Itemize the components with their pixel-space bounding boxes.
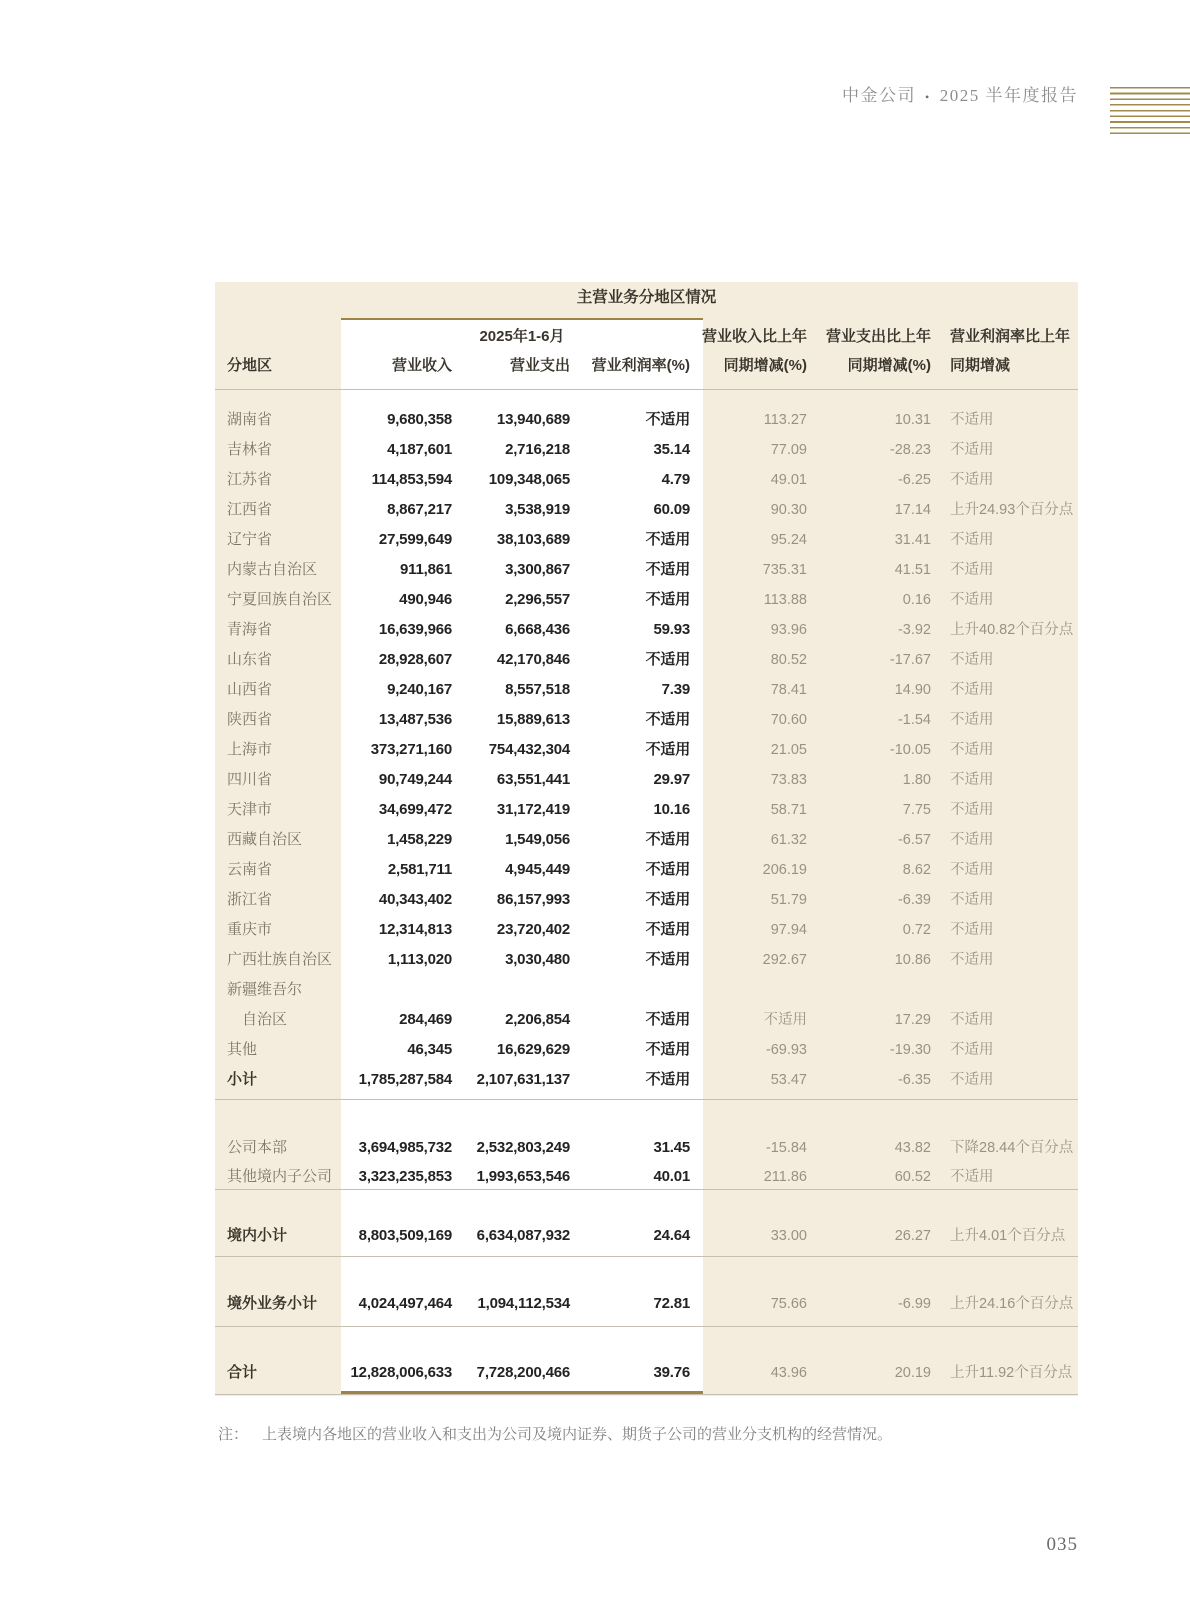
region-label: 其他境内子公司 — [227, 1168, 333, 1185]
table-bottom-rule — [215, 1394, 1078, 1395]
region-label: 青海省 — [227, 621, 273, 638]
region-column-header: 分地区 — [227, 357, 273, 374]
expense-change-value: -1.54 — [897, 712, 931, 728]
margin-change-value: 不适用 — [950, 802, 994, 818]
revenue-value: 40,343,402 — [378, 891, 452, 908]
revenue-value: 27,599,649 — [378, 531, 452, 548]
revenue-change-value: -69.93 — [765, 1042, 807, 1058]
expense-change-value: 41.51 — [894, 562, 931, 578]
revenue-change-value: 43.96 — [770, 1365, 807, 1381]
revenue-change-value: 97.94 — [770, 922, 807, 938]
margin-change-value: 不适用 — [950, 472, 994, 488]
margin-value: 不适用 — [645, 1071, 690, 1088]
margin-change-value: 不适用 — [950, 862, 994, 878]
revenue-value: 911,861 — [400, 561, 452, 578]
revenue-value: 12,314,813 — [378, 921, 452, 938]
region-label-line2: 自治区 — [242, 1011, 288, 1028]
revenue-value: 12,828,006,633 — [350, 1364, 452, 1381]
margin-value: 39.76 — [653, 1364, 690, 1381]
region-label: 天津市 — [227, 801, 273, 818]
expense-value: 42,170,846 — [496, 651, 570, 668]
period-header: 2025年1-6月 — [479, 328, 565, 345]
expense-value: 6,634,087,932 — [476, 1227, 570, 1244]
revenue-change-value: 80.52 — [770, 652, 807, 668]
expense-change-value: 20.19 — [894, 1365, 931, 1381]
report-title: 2025 半年度报告 — [939, 86, 1078, 105]
expense-value: 13,940,689 — [496, 411, 570, 428]
expense-change-value: 1.80 — [902, 772, 931, 788]
expense-change-value: 14.90 — [894, 682, 931, 698]
region-label: 重庆市 — [227, 921, 273, 938]
expense-value: 1,549,056 — [505, 831, 570, 848]
company-name: 中金公司 — [842, 86, 917, 105]
revenue-change-value: 33.00 — [770, 1228, 807, 1244]
expense-change-value: 60.52 — [894, 1169, 931, 1185]
margin-change-value: 不适用 — [950, 1012, 994, 1028]
expense-value: 2,206,854 — [505, 1011, 570, 1028]
expense-value: 3,300,867 — [505, 561, 570, 578]
margin-value: 不适用 — [645, 531, 690, 548]
revenue-value: 9,240,167 — [387, 681, 452, 698]
margin-change-value: 上升4.01个百分点 — [950, 1228, 1066, 1244]
region-label: 境外业务小计 — [227, 1295, 318, 1312]
margin-change-value: 不适用 — [950, 412, 994, 428]
revenue-change-value: 21.05 — [770, 742, 807, 758]
revenue-change-value: 113.27 — [763, 412, 807, 428]
revenue-value: 46,345 — [407, 1041, 452, 1058]
revenue-value: 8,867,217 — [387, 501, 452, 518]
expense-value: 2,107,631,137 — [476, 1071, 570, 1088]
table-footnote — [218, 1424, 892, 1446]
margin-value: 不适用 — [645, 591, 690, 608]
margin-change-value: 不适用 — [950, 892, 994, 908]
revenue-change-header-line1: 营业收入比上年 — [701, 328, 807, 345]
expense-change-value: 31.41 — [894, 532, 931, 548]
region-label: 湖南省 — [227, 411, 273, 428]
revenue-value: 16,639,966 — [378, 621, 452, 638]
revenue-change-value: -15.84 — [765, 1140, 807, 1156]
page-number: 035 — [1046, 1534, 1078, 1555]
expense-value: 31,172,419 — [496, 801, 570, 818]
margin-change-value: 不适用 — [950, 1169, 994, 1185]
region-label: 山东省 — [227, 651, 273, 668]
margin-value: 不适用 — [645, 741, 690, 758]
revenue-value: 3,694,985,732 — [358, 1139, 452, 1156]
margin-change-value: 不适用 — [950, 652, 994, 668]
margin-change-value: 不适用 — [950, 562, 994, 578]
expense-change-value: -28.23 — [889, 442, 931, 458]
expense-change-header-line2: 同期增减(%) — [847, 357, 931, 374]
margin-value: 7.39 — [661, 681, 690, 698]
expense-change-value: 8.62 — [902, 862, 931, 878]
revenue-change-value: 90.30 — [770, 502, 807, 518]
revenue-change-value: 70.60 — [770, 712, 807, 728]
region-label: 宁夏回族自治区 — [227, 591, 333, 608]
margin-change-value: 不适用 — [950, 712, 994, 728]
region-label: 浙江省 — [227, 891, 273, 908]
margin-value: 不适用 — [645, 411, 690, 428]
revenue-change-header-line2: 同期增减(%) — [723, 357, 807, 374]
expense-value: 15,889,613 — [496, 711, 570, 728]
expense-value: 109,348,065 — [488, 471, 570, 488]
expense-value: 4,945,449 — [505, 861, 570, 878]
margin-change-value: 下降28.44个百分点 — [950, 1140, 1074, 1156]
margin-value: 不适用 — [645, 651, 690, 668]
expense-value: 1,993,653,546 — [476, 1168, 570, 1185]
region-label: 境内小计 — [227, 1227, 288, 1244]
margin-value: 不适用 — [645, 891, 690, 908]
revenue-change-value: 58.71 — [770, 802, 807, 818]
revenue-change-value: 113.88 — [763, 592, 807, 608]
margin-value: 24.64 — [653, 1227, 690, 1244]
revenue-column-header: 营业收入 — [391, 357, 452, 374]
expense-change-value: -19.30 — [889, 1042, 931, 1058]
margin-change-value: 上升40.82个百分点 — [950, 622, 1074, 638]
section-rule-after-subsidiaries — [215, 1189, 1078, 1190]
margin-value: 31.45 — [653, 1139, 690, 1156]
region-label: 新疆维吾尔 — [227, 981, 303, 998]
margin-change-value: 不适用 — [950, 592, 994, 608]
expense-value: 2,532,803,249 — [476, 1139, 570, 1156]
region-label: 合计 — [227, 1364, 258, 1381]
page-header — [842, 84, 1078, 108]
margin-change-value: 上升24.16个百分点 — [950, 1296, 1074, 1312]
expense-change-value: 43.82 — [894, 1140, 931, 1156]
margin-change-value: 上升11.92个百分点 — [950, 1365, 1073, 1381]
margin-value: 不适用 — [645, 861, 690, 878]
revenue-value: 2,581,711 — [387, 861, 452, 878]
revenue-change-value: 73.83 — [770, 772, 807, 788]
expense-change-value: 10.86 — [894, 952, 931, 968]
region-business-table — [215, 282, 1078, 1396]
expense-value: 7,728,200,466 — [476, 1364, 570, 1381]
region-label: 云南省 — [227, 861, 273, 878]
region-label: 西藏自治区 — [227, 831, 303, 848]
revenue-value: 90,749,244 — [378, 771, 452, 788]
revenue-change-value: 95.24 — [770, 532, 807, 548]
margin-change-value: 不适用 — [950, 742, 994, 758]
footnote-label: 注： — [218, 1426, 249, 1443]
expense-value: 2,296,557 — [505, 591, 570, 608]
margin-change-value: 不适用 — [950, 532, 994, 548]
section-rule-after-overseas-subtotal — [215, 1326, 1078, 1327]
margin-change-value: 不适用 — [950, 1072, 994, 1088]
expense-value: 16,629,629 — [496, 1041, 570, 1058]
revenue-value: 8,803,509,169 — [358, 1227, 452, 1244]
region-label: 山西省 — [227, 681, 273, 698]
region-label: 广西壮族自治区 — [227, 951, 333, 968]
revenue-value: 4,024,497,464 — [358, 1295, 452, 1312]
revenue-value: 490,946 — [399, 591, 452, 608]
margin-value: 10.16 — [653, 801, 690, 818]
region-label: 小计 — [227, 1071, 258, 1088]
region-label: 公司本部 — [227, 1139, 288, 1156]
separator-dot-icon: • — [925, 90, 931, 104]
revenue-change-value: 292.67 — [762, 952, 807, 968]
revenue-value: 13,487,536 — [378, 711, 452, 728]
expense-change-value: -10.05 — [889, 742, 931, 758]
revenue-change-value: 211.86 — [763, 1169, 807, 1185]
expense-value: 754,432,304 — [488, 741, 570, 758]
region-label: 其他 — [227, 1041, 258, 1058]
margin-change-value: 不适用 — [950, 1042, 994, 1058]
expense-value: 3,030,480 — [505, 951, 570, 968]
margin-value: 35.14 — [653, 441, 690, 458]
expense-change-value: -6.25 — [897, 472, 931, 488]
revenue-value: 3,323,235,853 — [358, 1168, 452, 1185]
revenue-change-value: 61.32 — [770, 832, 807, 848]
margin-change-value: 上升24.93个百分点 — [950, 502, 1074, 518]
revenue-change-value: 75.66 — [770, 1296, 807, 1312]
region-label: 辽宁省 — [227, 531, 273, 548]
expense-value: 2,716,218 — [505, 441, 570, 458]
expense-change-value: 26.27 — [894, 1228, 931, 1244]
expense-change-value: -6.57 — [897, 832, 931, 848]
table-body — [215, 282, 1078, 1396]
revenue-change-value: 206.19 — [762, 862, 807, 878]
expense-value: 8,557,518 — [505, 681, 570, 698]
margin-value: 不适用 — [645, 561, 690, 578]
margin-change-value: 不适用 — [950, 772, 994, 788]
margin-value: 不适用 — [645, 1011, 690, 1028]
margin-value: 40.01 — [653, 1168, 690, 1185]
expense-change-value: 17.29 — [894, 1012, 931, 1028]
section-rule-after-subtotal — [215, 1099, 1078, 1100]
margin-value: 59.93 — [653, 621, 690, 638]
revenue-value: 4,187,601 — [387, 441, 452, 458]
expense-change-value: 17.14 — [894, 502, 931, 518]
margin-change-value: 不适用 — [950, 922, 994, 938]
expense-value: 63,551,441 — [496, 771, 570, 788]
margin-change-header-line1: 营业利润率比上年 — [950, 328, 1071, 345]
expense-value: 1,094,112,534 — [477, 1295, 570, 1312]
expense-change-value: -17.67 — [889, 652, 931, 668]
margin-value: 不适用 — [645, 831, 690, 848]
margin-change-header-line2: 同期增减 — [950, 357, 1011, 374]
revenue-value: 1,785,287,584 — [358, 1071, 452, 1088]
expense-value: 38,103,689 — [496, 531, 570, 548]
margin-change-value: 不适用 — [950, 952, 994, 968]
revenue-value: 1,113,020 — [387, 951, 452, 968]
expense-change-value: 10.31 — [894, 412, 931, 428]
revenue-value: 373,271,160 — [370, 741, 452, 758]
revenue-value: 284,469 — [399, 1011, 452, 1028]
margin-change-value: 不适用 — [950, 442, 994, 458]
expense-value: 23,720,402 — [496, 921, 570, 938]
region-label: 江苏省 — [227, 471, 273, 488]
expense-value: 6,668,436 — [505, 621, 570, 638]
revenue-change-value: 93.96 — [770, 622, 807, 638]
revenue-value: 28,928,607 — [378, 651, 452, 668]
revenue-value: 1,458,229 — [387, 831, 452, 848]
margin-value: 29.97 — [653, 771, 690, 788]
revenue-change-value: 51.79 — [770, 892, 807, 908]
revenue-value: 9,680,358 — [387, 411, 452, 428]
revenue-value: 114,853,594 — [371, 471, 452, 488]
revenue-change-value: 49.01 — [770, 472, 807, 488]
section-rule-after-domestic-subtotal — [215, 1256, 1078, 1257]
expense-change-value: 0.72 — [902, 922, 931, 938]
expense-change-value: 7.75 — [902, 802, 931, 818]
expense-change-value: -6.99 — [897, 1296, 931, 1312]
expense-value: 3,538,919 — [505, 501, 570, 518]
revenue-change-value: 53.47 — [770, 1072, 807, 1088]
expense-change-value: -6.35 — [897, 1072, 931, 1088]
revenue-change-value: 不适用 — [763, 1012, 807, 1028]
margin-value: 72.81 — [653, 1295, 690, 1312]
footnote-text: 上表境内各地区的营业收入和支出为公司及境内证券、期货子公司的营业分支机构的经营情况。 — [262, 1426, 893, 1443]
margin-value: 60.09 — [653, 501, 690, 518]
margin-value: 不适用 — [645, 711, 690, 728]
margin-value: 不适用 — [645, 1041, 690, 1058]
expense-change-value: -3.92 — [897, 622, 931, 638]
region-label: 四川省 — [227, 771, 273, 788]
expense-change-header-line1: 营业支出比上年 — [825, 328, 931, 345]
revenue-change-value: 78.41 — [770, 682, 807, 698]
gold-stripes-decoration — [1110, 87, 1190, 138]
table-title: 主营业务分地区情况 — [576, 289, 717, 306]
revenue-change-value: 77.09 — [770, 442, 807, 458]
expense-change-value: 0.16 — [902, 592, 931, 608]
region-label: 陕西省 — [227, 711, 273, 728]
expense-value: 86,157,993 — [496, 891, 570, 908]
margin-column-header: 营业利润率(%) — [591, 357, 690, 374]
region-label: 江西省 — [227, 501, 273, 518]
margin-change-value: 不适用 — [950, 682, 994, 698]
region-label: 吉林省 — [227, 441, 273, 458]
margin-value: 不适用 — [645, 951, 690, 968]
expense-column-header: 营业支出 — [509, 357, 570, 374]
margin-value: 不适用 — [645, 921, 690, 938]
margin-value: 4.79 — [661, 471, 690, 488]
expense-change-value: -6.39 — [897, 892, 931, 908]
margin-change-value: 不适用 — [950, 832, 994, 848]
revenue-change-value: 735.31 — [762, 562, 807, 578]
revenue-value: 34,699,472 — [378, 801, 452, 818]
region-label: 内蒙古自治区 — [227, 561, 318, 578]
region-label: 上海市 — [227, 741, 273, 758]
